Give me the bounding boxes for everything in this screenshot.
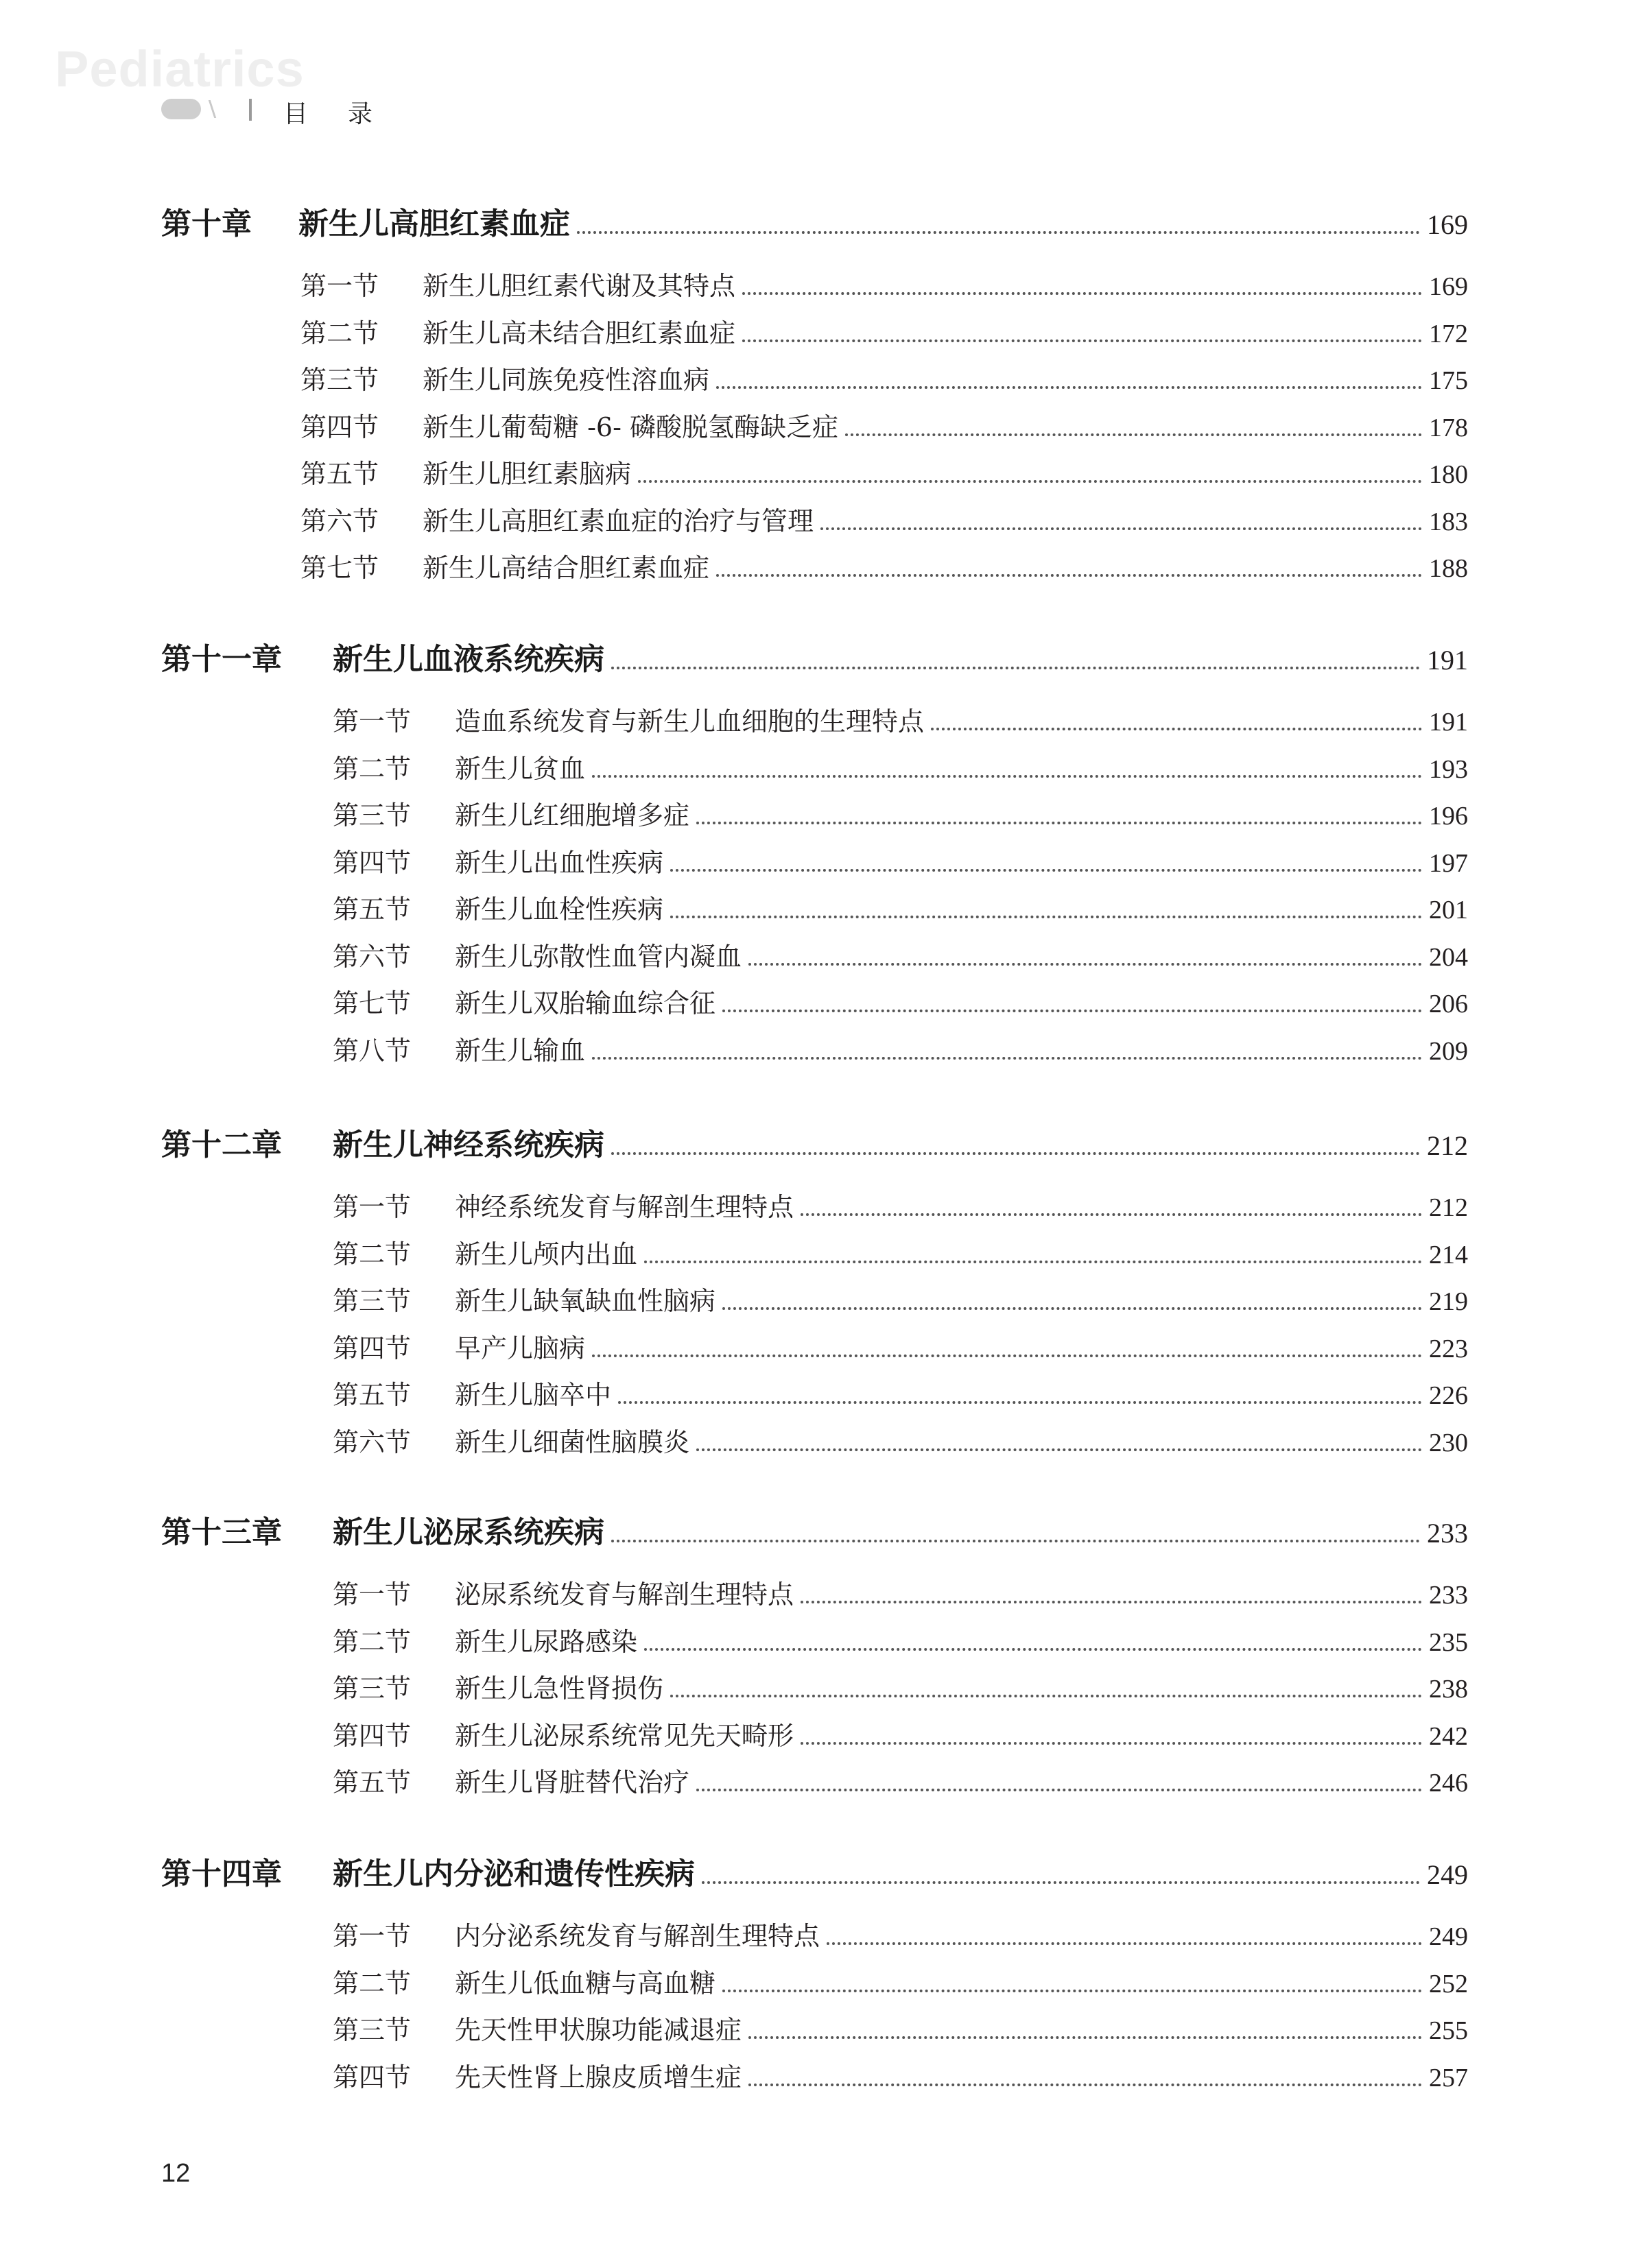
- section-page: 214: [1429, 1240, 1468, 1269]
- section-number: 第三节: [300, 365, 379, 395]
- header-pill-icon: [161, 99, 201, 119]
- dot-leader: [801, 1600, 1422, 1603]
- section-row[interactable]: [333, 1327, 1468, 1365]
- section-row[interactable]: [333, 2056, 1468, 2094]
- dot-leader: [820, 527, 1422, 530]
- section-number: 第二节: [333, 1239, 412, 1269]
- section-page: 242: [1429, 1721, 1468, 1751]
- dot-leader: [592, 774, 1422, 778]
- section-number: 第六节: [333, 1427, 412, 1457]
- section-number: 第三节: [333, 2015, 412, 2045]
- section-row[interactable]: [333, 888, 1468, 927]
- section-page: 249: [1429, 1922, 1468, 1951]
- section-number: 第五节: [333, 894, 412, 924]
- section-title: 新生儿胆红素代谢及其特点: [423, 271, 736, 301]
- section-title: 新生儿同族免疫性溶血病: [423, 365, 710, 395]
- section-title: 早产儿脑病: [455, 1333, 586, 1363]
- section-page: 212: [1429, 1193, 1468, 1222]
- chapter-row[interactable]: [161, 1507, 1468, 1549]
- section-number: 第七节: [333, 988, 412, 1018]
- section-row[interactable]: [333, 794, 1468, 833]
- chapter-row[interactable]: [161, 634, 1468, 676]
- section-row[interactable]: [300, 406, 1468, 444]
- section-number: 第一节: [333, 1579, 412, 1610]
- section-row[interactable]: [300, 265, 1468, 303]
- dot-leader: [722, 1989, 1422, 1992]
- chapter-row[interactable]: [161, 1120, 1468, 1161]
- section-row[interactable]: [333, 1573, 1468, 1612]
- section-title: 新生儿红细胞增多症: [455, 800, 690, 831]
- chapter-row[interactable]: [161, 199, 1468, 240]
- section-title: 造血系统发育与新生儿血细胞的生理特点: [455, 706, 925, 737]
- header-title: 目录: [283, 100, 413, 128]
- section-number: 第六节: [300, 505, 379, 536]
- section-number: 第一节: [333, 706, 412, 737]
- section-page: 238: [1429, 1675, 1468, 1704]
- section-page: 255: [1429, 2016, 1468, 2045]
- section-title: 新生儿高未结合胆红素血症: [423, 318, 736, 348]
- section-title: 内分泌系统发育与解剖生理特点: [455, 1921, 820, 1951]
- chapter-number: 第十四章: [161, 1857, 282, 1891]
- section-row[interactable]: [333, 1761, 1468, 1800]
- section-row[interactable]: [300, 453, 1468, 491]
- dot-leader: [742, 291, 1422, 295]
- dot-leader: [722, 1306, 1422, 1310]
- dot-leader: [577, 230, 1420, 234]
- section-title: 新生儿急性肾损伤: [455, 1673, 664, 1704]
- dot-leader: [611, 1151, 1420, 1155]
- section-title: 新生儿葡萄糖 -6- 磷酸脱氢酶缺乏症: [423, 411, 839, 442]
- section-title: 新生儿肾脏替代治疗: [455, 1767, 690, 1798]
- chapter-row[interactable]: [161, 1849, 1468, 1890]
- section-page: 235: [1429, 1627, 1468, 1657]
- page-number: 12: [161, 2159, 191, 2188]
- dot-leader: [827, 1942, 1422, 1945]
- section-page: 252: [1429, 1969, 1468, 1998]
- dot-leader: [748, 962, 1422, 966]
- section-row[interactable]: [300, 547, 1468, 585]
- section-page: 230: [1429, 1428, 1468, 1457]
- chapter-number: 第十章: [161, 206, 252, 241]
- section-number: 第三节: [333, 800, 412, 831]
- section-page: 180: [1429, 460, 1468, 489]
- dot-leader: [592, 1056, 1422, 1060]
- section-number: 第四节: [333, 1720, 412, 1751]
- section-page: 209: [1429, 1036, 1468, 1066]
- section-row[interactable]: [333, 841, 1468, 880]
- dot-leader: [716, 385, 1422, 389]
- section-number: 第一节: [333, 1192, 412, 1222]
- section-title: 新生儿贫血: [455, 753, 586, 784]
- chapter-title: 新生儿血液系统疾病: [333, 642, 604, 677]
- dot-leader: [742, 339, 1422, 342]
- section-title: 泌尿系统发育与解剖生理特点: [455, 1579, 794, 1610]
- section-number: 第四节: [333, 1333, 412, 1363]
- chapter-number: 第十二章: [161, 1127, 282, 1162]
- section-row[interactable]: [333, 1374, 1468, 1412]
- section-number: 第四节: [333, 2062, 412, 2092]
- chapter-title: 新生儿高胆红素血症: [298, 206, 570, 241]
- section-row[interactable]: [333, 1280, 1468, 1318]
- section-row[interactable]: [333, 1029, 1468, 1068]
- section-title: 新生儿出血性疾病: [455, 847, 664, 878]
- section-number: 第六节: [333, 941, 412, 972]
- section-page: 191: [1429, 708, 1468, 737]
- section-number: 第二节: [333, 753, 412, 784]
- section-row[interactable]: [333, 1715, 1468, 1753]
- section-title: 新生儿泌尿系统常见先天畸形: [455, 1720, 794, 1751]
- section-row[interactable]: [333, 1667, 1468, 1706]
- section-row[interactable]: [333, 1421, 1468, 1459]
- section-page: 196: [1429, 802, 1468, 831]
- section-page: 206: [1429, 990, 1468, 1018]
- section-row[interactable]: [333, 1962, 1468, 2001]
- section-title: 神经系统发育与解剖生理特点: [455, 1192, 794, 1222]
- section-number: 第三节: [333, 1286, 412, 1316]
- section-page: 204: [1429, 942, 1468, 972]
- chapter-title: 新生儿泌尿系统疾病: [333, 1515, 604, 1550]
- section-row[interactable]: [333, 1233, 1468, 1272]
- chapter-page: 191: [1427, 645, 1468, 676]
- section-page: 226: [1429, 1381, 1468, 1410]
- dot-leader: [644, 1647, 1422, 1651]
- dot-leader: [801, 1741, 1422, 1745]
- dot-leader: [670, 915, 1422, 918]
- section-title: 先天性甲状腺功能减退症: [455, 2015, 742, 2045]
- section-title: 新生儿尿路感染: [455, 1626, 638, 1657]
- section-number: 第五节: [333, 1380, 412, 1410]
- section-number: 第五节: [300, 459, 379, 489]
- section-page: 183: [1429, 507, 1468, 536]
- dot-leader: [670, 1694, 1422, 1697]
- dot-leader: [670, 868, 1422, 872]
- section-page: 223: [1429, 1334, 1468, 1363]
- dot-leader: [702, 1881, 1420, 1884]
- dot-leader: [722, 1009, 1422, 1012]
- section-page: 169: [1429, 272, 1468, 301]
- section-title: 新生儿输血: [455, 1035, 586, 1066]
- section-row[interactable]: [333, 1186, 1468, 1224]
- section-row[interactable]: [333, 748, 1468, 786]
- dot-leader: [592, 1354, 1422, 1357]
- section-number: 第二节: [300, 318, 379, 348]
- section-number: 第七节: [300, 553, 379, 583]
- chapter-page: 249: [1427, 1859, 1468, 1890]
- section-number: 第四节: [300, 411, 379, 442]
- dot-leader: [748, 2036, 1422, 2039]
- header-chevron-icon: [201, 100, 216, 118]
- section-title: 新生儿缺氧缺血性脑病: [455, 1286, 716, 1316]
- section-title: 新生儿细菌性脑膜炎: [455, 1427, 690, 1457]
- section-number: 第三节: [333, 1673, 412, 1704]
- dot-leader: [618, 1400, 1422, 1404]
- section-title: 新生儿弥散性血管内凝血: [455, 941, 742, 972]
- section-title: 先天性肾上腺皮质增生症: [455, 2062, 742, 2092]
- section-page: 193: [1429, 754, 1468, 784]
- dot-leader: [611, 666, 1420, 669]
- section-row[interactable]: [300, 312, 1468, 350]
- chapter-page: 233: [1427, 1518, 1468, 1549]
- dot-leader: [644, 1260, 1422, 1263]
- chapter-page: 212: [1427, 1130, 1468, 1161]
- chapter-title: 新生儿内分泌和遗传性疾病: [333, 1857, 695, 1891]
- section-row[interactable]: [333, 1621, 1468, 1659]
- section-row[interactable]: [300, 359, 1468, 397]
- section-title: 新生儿血栓性疾病: [455, 894, 664, 924]
- section-title: 新生儿双胎输血综合征: [455, 988, 716, 1018]
- chapter-number: 第十一章: [161, 642, 282, 677]
- section-page: 197: [1429, 848, 1468, 878]
- section-number: 第一节: [333, 1921, 412, 1951]
- section-page: 172: [1429, 319, 1468, 348]
- chapter-page: 169: [1427, 209, 1468, 240]
- section-row[interactable]: [333, 982, 1468, 1020]
- section-number: 第五节: [333, 1767, 412, 1798]
- section-row[interactable]: [333, 1915, 1468, 1953]
- section-row[interactable]: [333, 700, 1468, 739]
- section-title: 新生儿低血糖与高血糖: [455, 1968, 716, 1998]
- dot-leader: [931, 727, 1422, 730]
- watermark-pediatrics: Pediatrics: [55, 40, 305, 97]
- section-page: 201: [1429, 896, 1468, 924]
- dot-leader: [716, 573, 1422, 577]
- dot-leader: [611, 1539, 1420, 1542]
- section-number: 第二节: [333, 1968, 412, 1998]
- section-number: 第二节: [333, 1626, 412, 1657]
- section-row[interactable]: [300, 500, 1468, 538]
- section-page: 219: [1429, 1287, 1468, 1316]
- dot-leader: [748, 2083, 1422, 2086]
- section-page: 257: [1429, 2063, 1468, 2092]
- section-number: 第四节: [333, 847, 412, 878]
- dot-leader: [801, 1213, 1422, 1216]
- section-row[interactable]: [333, 935, 1468, 974]
- section-row[interactable]: [333, 2009, 1468, 2047]
- header-divider: [249, 99, 252, 121]
- section-page: 246: [1429, 1769, 1468, 1798]
- section-page: 175: [1429, 366, 1468, 395]
- section-title: 新生儿胆红素脑病: [423, 459, 632, 489]
- running-header: [161, 95, 641, 128]
- chapter-number: 第十三章: [161, 1515, 282, 1550]
- dot-leader: [696, 1788, 1422, 1791]
- section-number: 第八节: [333, 1035, 412, 1066]
- section-title: 新生儿颅内出血: [455, 1239, 638, 1269]
- dot-leader: [845, 433, 1422, 436]
- dot-leader: [638, 479, 1422, 483]
- chapter-title: 新生儿神经系统疾病: [333, 1127, 604, 1162]
- section-title: 新生儿脑卒中: [455, 1380, 612, 1410]
- section-page: 178: [1429, 413, 1468, 442]
- section-number: 第一节: [300, 271, 379, 301]
- section-title: 新生儿高胆红素血症的治疗与管理: [423, 505, 814, 536]
- section-page: 233: [1429, 1581, 1468, 1610]
- dot-leader: [696, 821, 1422, 824]
- section-page: 188: [1429, 554, 1468, 583]
- section-title: 新生儿高结合胆红素血症: [423, 553, 710, 583]
- dot-leader: [696, 1448, 1422, 1451]
